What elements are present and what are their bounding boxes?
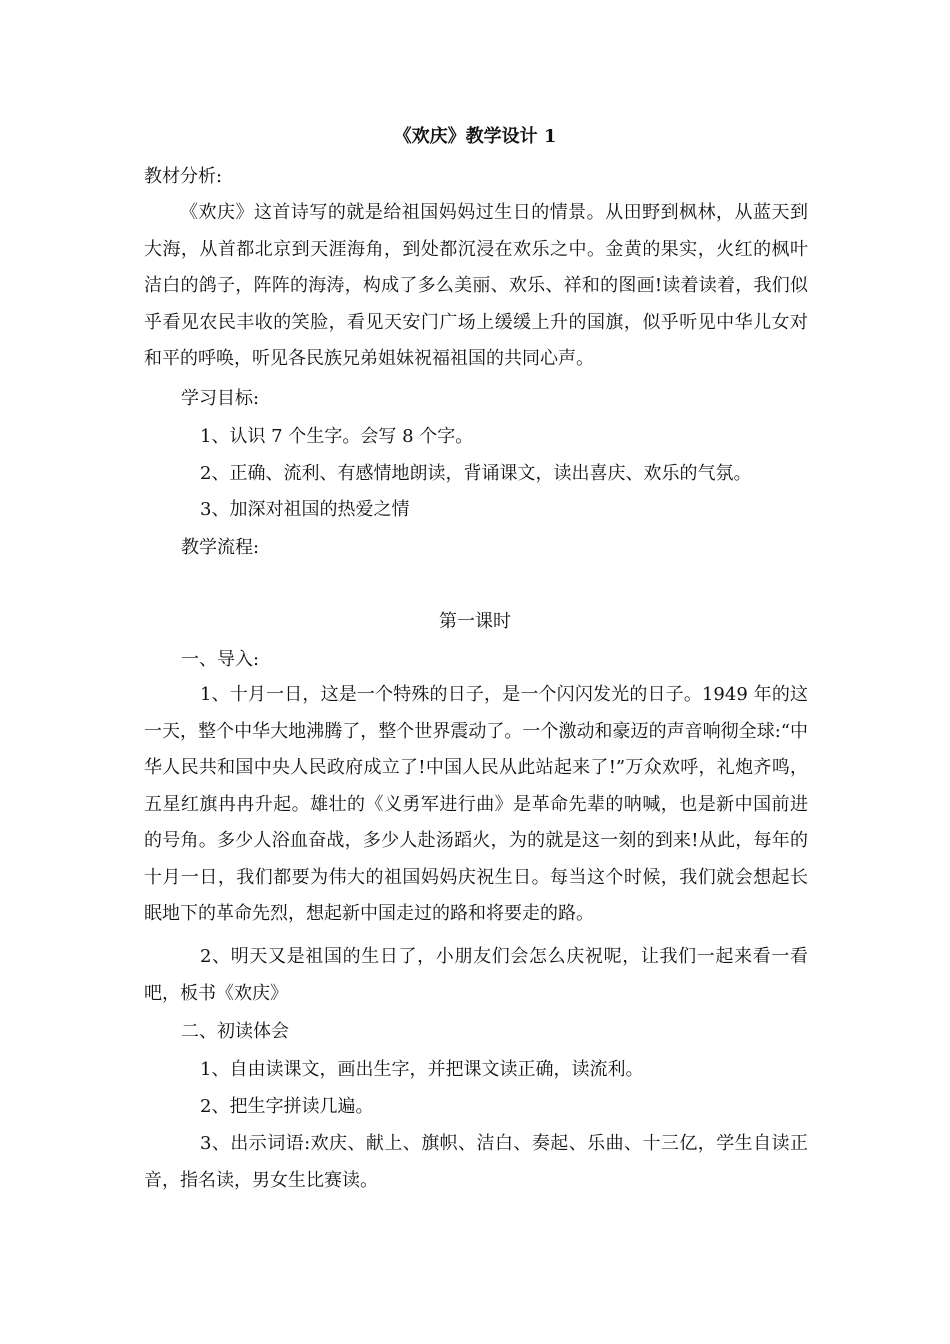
section1-heading: 一、导入:	[181, 649, 260, 670]
section1-paragraph-1: 1、十月一日，这是一个特殊的日子，是一个闪闪发光的日子。1949 年的这一天，整个中华大地沸腾了，整个世界震动了。一个激动和豪迈的声音响彻全球:“中华人民共和国中央人民政府成立了!中国人民从此站起来了!”万众欢呼，礼炮齐鸣，五星红旗冉冉升起。雄壮的《义勇军进行曲》是革命先辈的呐喊，也是新中国前进的号角。多少人浴血奋战，多少人赴汤蹈火，为的就是这一刻的到来!从此，每年的十月一日，我们都要为伟大的祖国妈妈庆祝生日。每当这个时候，我们就会想起长眠地下的革命先烈，想起新中国走过的路和将要走的路。	[144, 684, 808, 924]
section2-heading: 二、初读体会	[181, 1021, 289, 1042]
goal-item: 2、正确、流利、有感情地朗读，背诵课文，读出喜庆、欢乐的气氛。	[200, 463, 752, 484]
goal-item: 1、认识 7 个生字。会写 8 个字。	[200, 426, 474, 447]
section1-paragraph-2: 2、明天又是祖国的生日了，小朋友们会怎么庆祝呢，让我们一起来看一看吧，板书《欢庆》	[144, 946, 808, 1004]
process-heading: 教学流程:	[181, 537, 260, 558]
section2-item-3: 3、出示词语:欢庆、献上、旗帜、洁白、奏起、乐曲、十三亿，学生自读正音，指名读，男女生比赛读。	[144, 1133, 808, 1191]
section2-item: 1、自由读课文，画出生字，并把课文读正确，读流利。	[200, 1059, 644, 1080]
goal-item: 3、加深对祖国的热爱之情	[200, 499, 410, 520]
goals-heading: 学习目标:	[181, 388, 260, 409]
document-title: 《欢庆》教学设计 1	[393, 126, 557, 147]
lesson-title: 第一课时	[439, 611, 511, 632]
section2-item: 2、把生字拼读几遍。	[200, 1096, 374, 1117]
analysis-heading: 教材分析:	[144, 166, 223, 187]
analysis-paragraph: 《欢庆》这首诗写的就是给祖国妈妈过生日的情景。从田野到枫林，从蓝天到大海，从首都北京到天涯海角，到处都沉浸在欢乐之中。金黄的果实，火红的枫叶洁白的鸽子，阵阵的海涛，构成了多么美丽、欢乐、祥和的图画!读着读着，我们似乎看见农民丰收的笑脸，看见天安门广场上缓缓上升的国旗，似乎听见中华儿女对和平的呼唤，听见各民族兄弟姐妹祝福祖国的共同心声。	[144, 202, 808, 369]
